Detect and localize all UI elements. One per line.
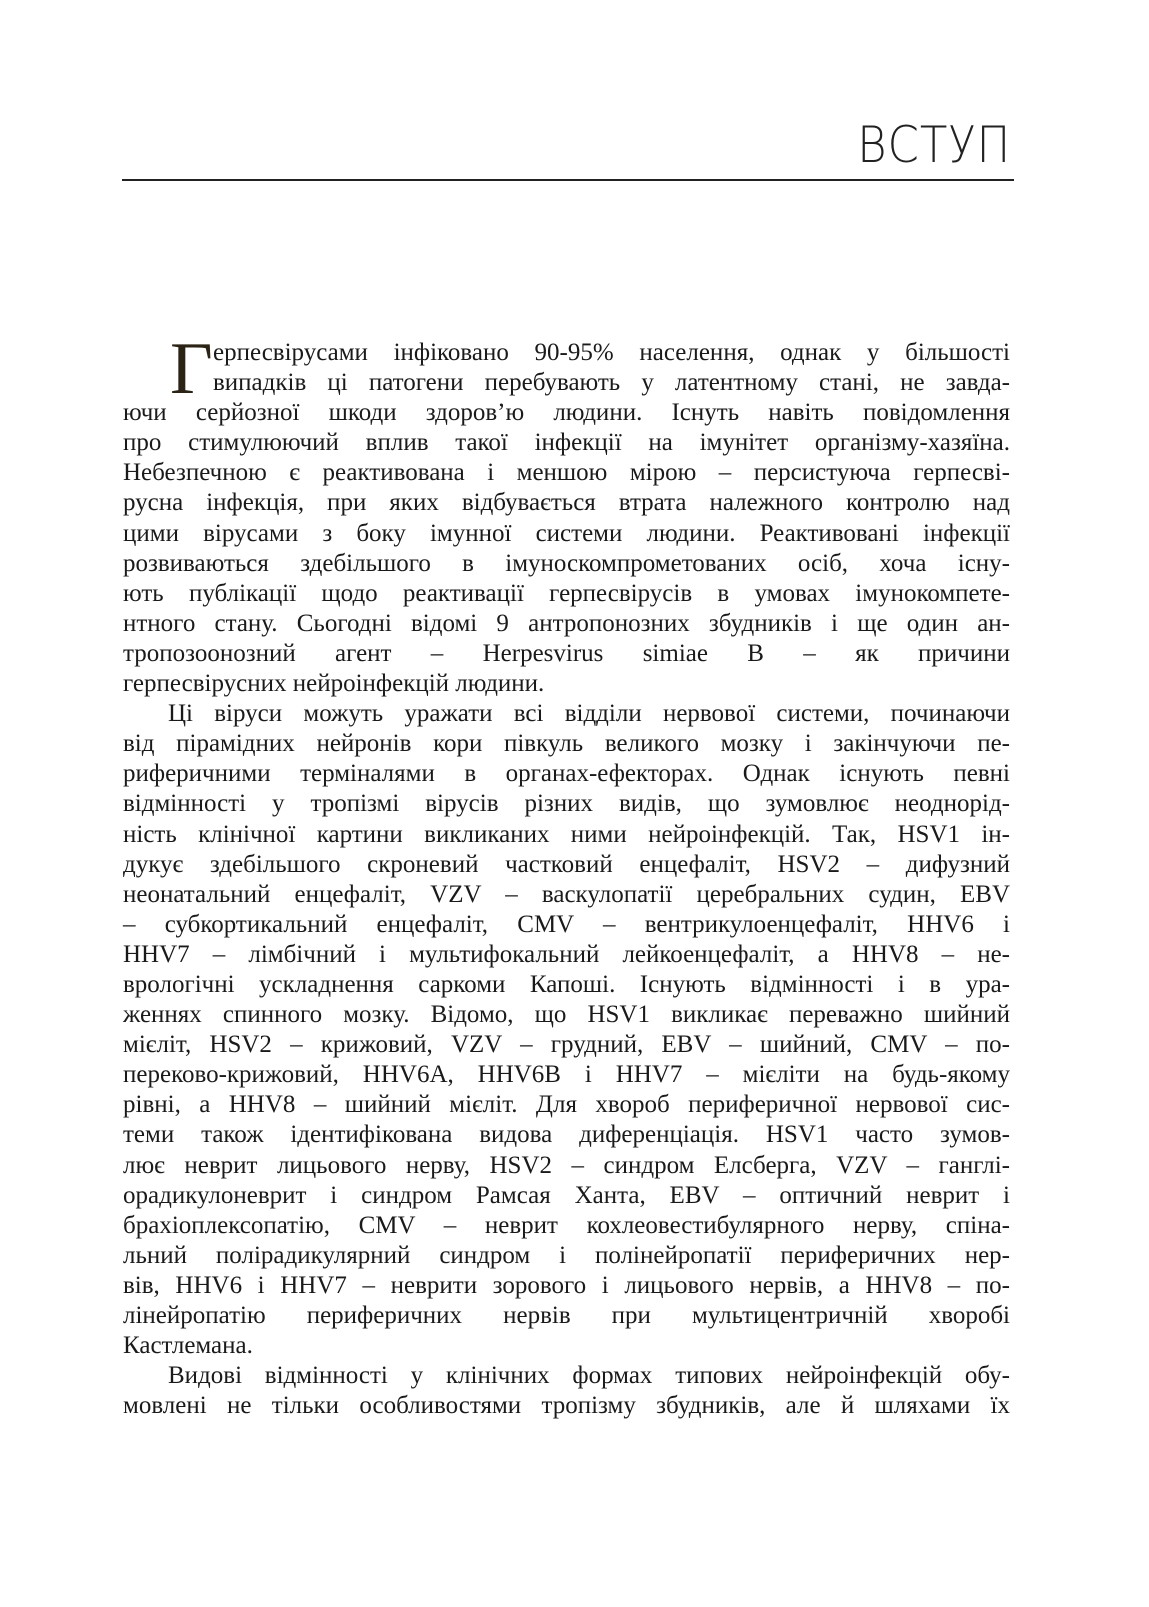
text-line: льний полірадикулярний синдром і полінейропатії периферичних нер- [123,1241,1010,1269]
text-line: HHV7 – лімбічний і мультифокальний лейкоенцефаліт, а HHV8 – не- [123,940,1010,968]
text-line: переково-крижовий, HHV6A, HHV6B і HHV7 – мієліти на будь-якому [123,1061,1010,1089]
text-line: відмінності у тропізмі вірусів різних видів, що зумовлює неоднорід- [123,790,1010,818]
text-line: Кастлемана. [123,1332,253,1360]
text-line: вів, HHV6 і HHV7 – неврити зорового і лицьового нервів, а HHV8 – по- [123,1271,1010,1299]
text-line: герпесвірусних нейроінфекцій людини. [123,670,545,698]
text-line: риферичними терміналями в органах-ефекторах. Однак існують певні [123,760,1010,788]
text-line: брахіоплексопатію, CMV – неврит кохлеовестибулярного нерву, спіна- [123,1211,1010,1239]
text-line: цими вірусами з боку імунної системи людини. Реактивовані інфекції [123,519,1010,547]
text-line: Небезпечною є реактивована і меншою мірою – персистуюча герпесві- [123,459,1010,487]
text-line: випадків ці патогени перебувають у латентному стані, не завда- [213,369,1010,397]
text-line: врологічні ускладнення саркоми Капоші. Існують відмінності і в ура- [123,970,1010,998]
text-line: розвиваються здебільшого в імуноскомпрометованих осіб, хоча існу- [123,549,1010,577]
text-line: ність клінічної картини викликаних ними нейроінфекцій. Так, HSV1 ін- [123,820,1010,848]
text-line: рівні, а HHV8 – шийний мієліт. Для хвороб периферичної нервової сис- [123,1091,1010,1119]
text-line: мієліт, HSV2 – крижовий, VZV – грудний, EBV – шийний, CMV – по- [123,1031,1010,1059]
text-line: ють публікації щодо реактивації герпесвірусів в умовах імунокомпете- [123,579,1010,607]
text-line: про стимулюючий вплив такої інфекції на імунітет організму-хазяїна. [123,429,1010,457]
text-line: неонатальний енцефаліт, VZV – васкулопатії церебральних судин, EBV [123,880,1010,908]
text-line: ерпесвірусами інфіковано 90-95% населення, однак у більшості [213,339,1010,366]
text-line: женнях спинного мозку. Відомо, що HSV1 викликає переважно шийний [123,1001,1010,1029]
text-line: мовлені не тільки особливостями тропізму збудників, але й шляхами їх [123,1392,1010,1420]
text-line: лінейропатію периферичних нервів при мультицентричній хворобі [123,1302,1010,1329]
drop-cap: Г [170,328,213,410]
text-line: теми також ідентифікована видова диференціація. HSV1 часто зумов- [123,1121,1010,1149]
text-line: ючи серйозної шкоди здоров’ю людини. Існуть навіть повідомлення [123,399,1010,427]
text-line: дукує здебільшого скроневий частковий енцефаліт, HSV2 – дифузний [123,850,1010,878]
text-line: русна інфекція, при яких відбувається втрата належного контролю над [123,489,1010,517]
header-rule [122,179,1014,181]
chapter-title: ВСТУП [856,116,1011,174]
text-line: – субкортикальний енцефаліт, CMV – вентрикулоенцефаліт, HHV6 і [123,910,1010,938]
body-text [123,328,1010,1421]
text-line: тропозоонозний агент – Herpesvirus simiae B – як причини [123,639,1010,667]
text-line: нтного стану. Сьогодні відомі 9 антропонозних збудників і ще один ан- [123,609,1010,637]
text-line: орадикулоневрит і синдром Рамсая Ханта, EBV – оптичний неврит і [123,1181,1010,1209]
text-line: від пірамідних нейронів кори півкуль великого мозку і закінчуючи пе- [123,730,1010,758]
text-line: лює неврит лицьового нерву, HSV2 – синдром Елсберга, VZV – ганглі- [123,1151,1010,1179]
text-line: Видові відмінності у клінічних формах типових нейроінфекцій обу- [168,1362,1010,1390]
text-line: Ці віруси можуть уражати всі відділи нервової системи, починаючи [168,700,1010,728]
